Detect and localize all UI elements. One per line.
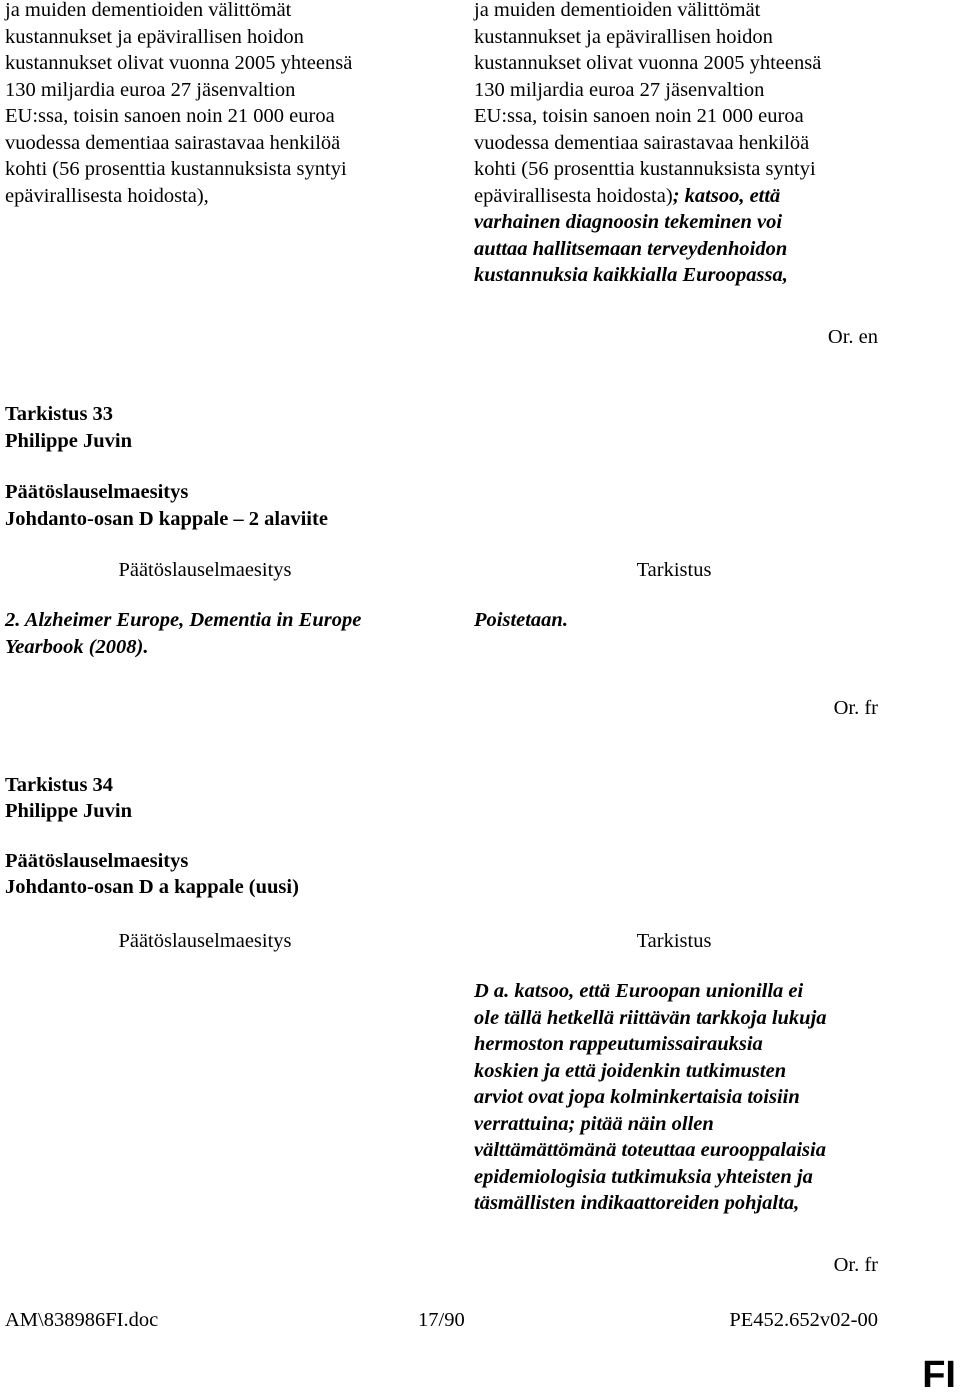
text-line-plain: vuodessa dementiaa sairastavaa henkilöä: [474, 131, 810, 154]
text-line: arviot ovat jopa kolminkertaisia toisiin: [474, 1086, 800, 1108]
text-line-plain: 130 miljardia euroa 27 jäsenvaltion: [474, 78, 765, 101]
text-line: vuodessa dementiaa sairastavaa henkilöä: [5, 131, 341, 154]
text-line: verrattuina; pitää näin ollen: [474, 1112, 714, 1135]
right-column-paragraph: [474, 0, 914, 289]
text-line: välttämättömänä toteuttaa eurooppalaisia: [474, 1139, 826, 1161]
text-line: D a. katsoo, että Euroopan unionilla ei: [474, 980, 804, 1002]
text-line: [474, 156, 914, 183]
amendment-text: [474, 607, 914, 634]
text-line: Yearbook (2008).: [5, 635, 149, 658]
amendment-target: Johdanto-osan D kappale – 2 alaviite: [5, 508, 328, 530]
language-code-mark: FI: [922, 1354, 956, 1396]
text-line: [474, 0, 914, 24]
text-line-emphasis: kustannuksia kaikkialla Euroopassa,: [474, 264, 788, 286]
footer-page-number: 17/90: [418, 1309, 465, 1331]
text-line: [474, 77, 914, 104]
text-line: [474, 262, 914, 289]
text-line: epidemiologisia tutkimuksia yhteisten ja: [474, 1165, 813, 1188]
text-line: [474, 130, 914, 157]
amendment-text: [474, 978, 914, 1217]
text-line-plain: EU:ssa, toisin sanoen noin 21 000 euroa: [474, 105, 804, 127]
text-line: koskien ja että joidenkin tutkimusten: [474, 1059, 787, 1082]
text-line: [474, 24, 914, 51]
column-header-amendment: Tarkistus: [636, 930, 712, 952]
text-line: [474, 236, 914, 263]
text-line-plain: kustannukset olivat vuonna 2005 yhteensä: [474, 52, 822, 74]
text-line: ole tällä hetkellä riittävän tarkkoja lukuja: [474, 1006, 827, 1029]
text-line: [474, 209, 914, 236]
amendment-title: Tarkistus 34: [5, 774, 114, 796]
original-language-label: Or. fr: [833, 1254, 878, 1276]
document-type: Päätöslauselmaesitys: [5, 850, 189, 872]
column-header-proposal: Päätöslauselmaesitys: [118, 559, 292, 581]
column-header-amendment: Tarkistus: [636, 559, 712, 581]
text-line-plain: kohti (56 prosenttia kustannuksista syntyi: [474, 158, 816, 180]
original-language-label: Or. en: [827, 326, 878, 348]
text-line: epävirallisesta hoidosta),: [5, 184, 209, 207]
left-column-paragraph: [5, 0, 425, 209]
text-line: kohti (56 prosenttia kustannuksista syntyi: [5, 158, 347, 180]
text-line: [474, 103, 914, 130]
text-line: kustannukset ja epävirallisen hoidon: [5, 25, 304, 48]
proposal-text: [5, 607, 425, 660]
text-line: ja muiden dementioiden välittömät: [5, 0, 292, 21]
text-line: [474, 50, 914, 77]
column-header-proposal: Päätöslauselmaesitys: [118, 930, 292, 952]
text-line: hermoston rappeutumissairauksia: [474, 1033, 763, 1055]
text-line: 130 miljardia euroa 27 jäsenvaltion: [5, 78, 296, 101]
text-line: [474, 183, 914, 210]
original-language-label: Or. fr: [833, 697, 878, 719]
text-line-plain: epävirallisesta hoidosta): [474, 184, 673, 207]
text-line-emphasis: auttaa hallitsemaan terveydenhoidon: [474, 237, 788, 260]
amendment-author: Philippe Juvin: [5, 800, 133, 822]
amendment-author: Philippe Juvin: [5, 430, 133, 452]
text-line: Poistetaan.: [474, 609, 568, 631]
amendment-target: Johdanto-osan D a kappale (uusi): [5, 876, 299, 898]
amendment-title: Tarkistus 33: [5, 403, 114, 425]
footer-document-ref: AM\838986FI.doc: [5, 1309, 159, 1331]
text-line: 2. Alzheimer Europe, Dementia in Europe: [5, 609, 362, 631]
text-line: täsmällisten indikaattoreiden pohjalta,: [474, 1192, 800, 1214]
text-line-plain: kustannukset ja epävirallisen hoidon: [474, 25, 773, 48]
text-line-emphasis: varhainen diagnoosin tekeminen voi: [474, 211, 783, 233]
document-type: Päätöslauselmaesitys: [5, 481, 189, 503]
text-line-emphasis: ; katsoo, että: [672, 184, 781, 207]
text-line: EU:ssa, toisin sanoen noin 21 000 euroa: [5, 105, 335, 127]
footer-pe-ref: PE452.652v02-00: [729, 1309, 878, 1331]
text-line: kustannukset olivat vuonna 2005 yhteensä: [5, 52, 353, 74]
text-line-plain: ja muiden dementioiden välittömät: [474, 0, 761, 21]
